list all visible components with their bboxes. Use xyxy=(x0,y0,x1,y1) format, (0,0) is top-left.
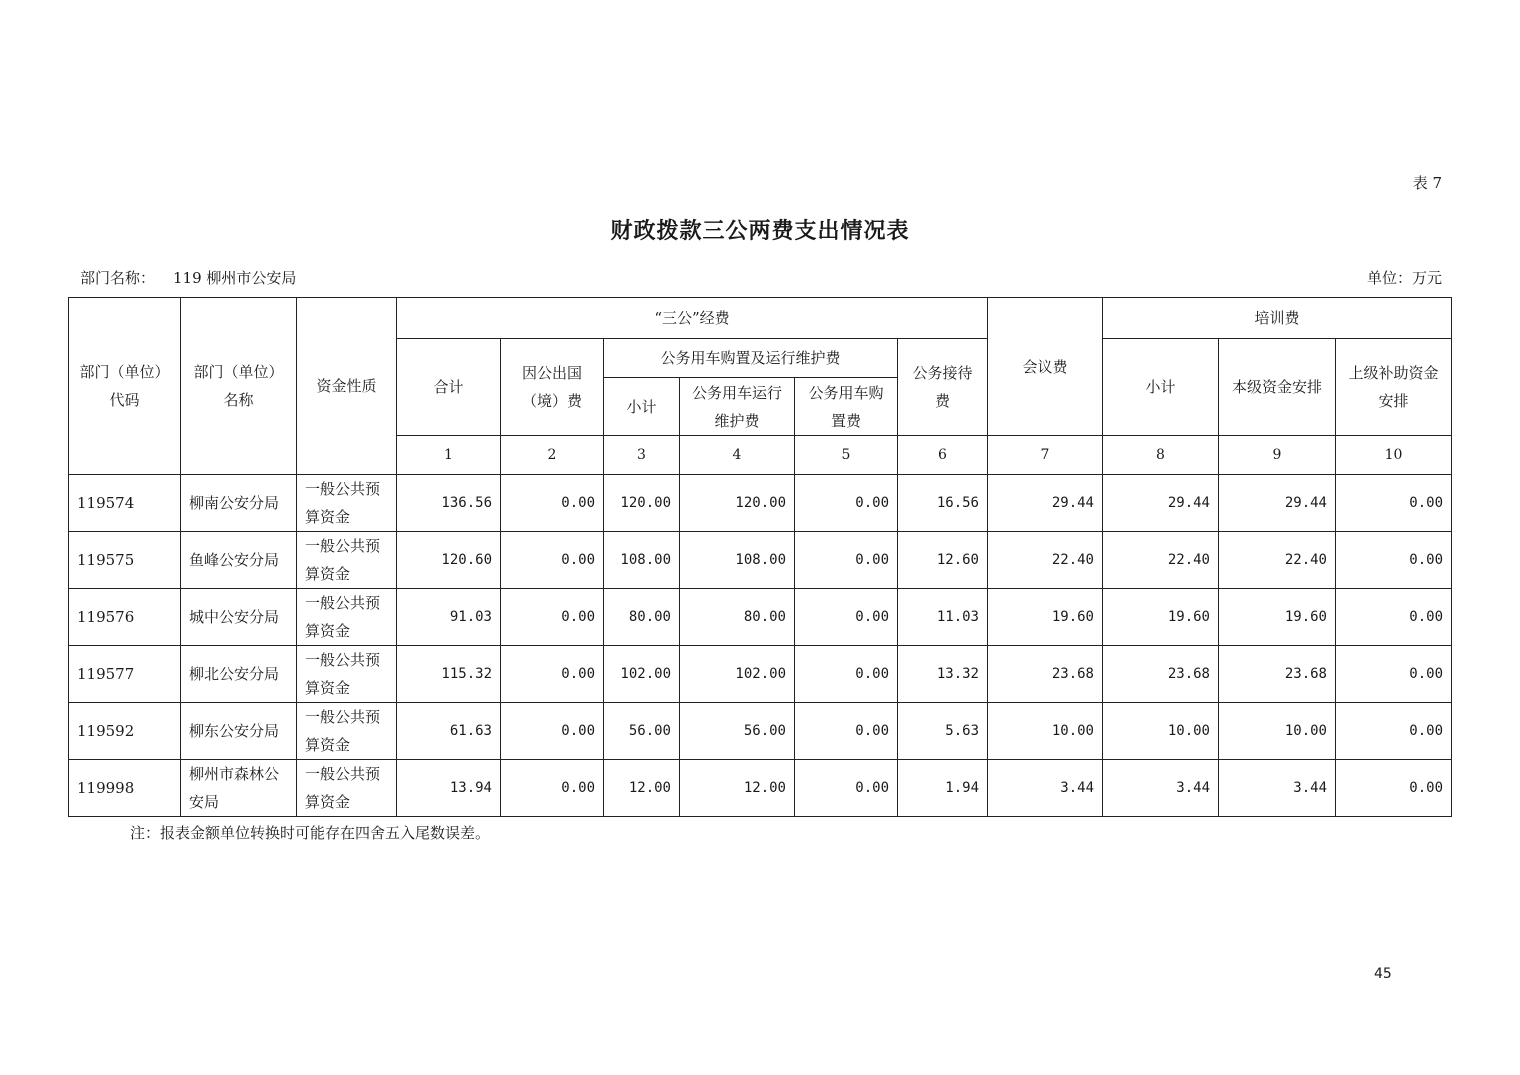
vehicle-operation-cell: 108.00 xyxy=(680,532,795,589)
header-dept-code: 部门（单位）代码 xyxy=(69,298,181,475)
column-number: 1 xyxy=(397,436,501,475)
meeting-fee-cell: 23.68 xyxy=(988,646,1103,703)
dept-code-cell: 119998 xyxy=(69,760,181,817)
department-label: 部门名称： xyxy=(80,269,156,287)
fund-type-cell: 一般公共预算资金 xyxy=(297,532,397,589)
reception-fee-cell: 13.32 xyxy=(898,646,988,703)
vehicle-purchase-cell: 0.00 xyxy=(795,703,898,760)
total-cell: 120.60 xyxy=(397,532,501,589)
training-superior-cell: 0.00 xyxy=(1336,703,1452,760)
total-cell: 136.56 xyxy=(397,475,501,532)
column-number: 2 xyxy=(501,436,604,475)
header-meeting-fee: 会议费 xyxy=(988,298,1103,436)
vehicle-subtotal-cell: 80.00 xyxy=(604,589,680,646)
header-vehicle-operation: 公务用车运行维护费 xyxy=(680,378,795,436)
vehicle-purchase-cell: 0.00 xyxy=(795,760,898,817)
column-number: 9 xyxy=(1219,436,1336,475)
training-superior-cell: 0.00 xyxy=(1336,760,1452,817)
header-reception-fee: 公务接待费 xyxy=(898,339,988,436)
training-local-cell: 22.40 xyxy=(1219,532,1336,589)
table-row xyxy=(69,532,1452,589)
fund-type-cell: 一般公共预算资金 xyxy=(297,646,397,703)
abroad-fee-cell: 0.00 xyxy=(501,475,604,532)
table-row xyxy=(69,589,1452,646)
vehicle-purchase-cell: 0.00 xyxy=(795,646,898,703)
header-fund-type: 资金性质 xyxy=(297,298,397,475)
meeting-fee-cell: 22.40 xyxy=(988,532,1103,589)
dept-name-cell: 鱼峰公安分局 xyxy=(181,532,297,589)
header-abroad-fee: 因公出国（境）费 xyxy=(501,339,604,436)
vehicle-operation-cell: 102.00 xyxy=(680,646,795,703)
vehicle-purchase-cell: 0.00 xyxy=(795,589,898,646)
training-superior-cell: 0.00 xyxy=(1336,475,1452,532)
table-number-label: 表 7 xyxy=(1412,174,1442,192)
training-local-cell: 19.60 xyxy=(1219,589,1336,646)
training-subtotal-cell: 23.68 xyxy=(1103,646,1219,703)
training-local-cell: 29.44 xyxy=(1219,475,1336,532)
table-row xyxy=(69,646,1452,703)
training-subtotal-cell: 22.40 xyxy=(1103,532,1219,589)
header-vehicle-group: 公务用车购置及运行维护费 xyxy=(604,339,898,378)
training-subtotal-cell: 19.60 xyxy=(1103,589,1219,646)
training-subtotal-cell: 29.44 xyxy=(1103,475,1219,532)
vehicle-operation-cell: 56.00 xyxy=(680,703,795,760)
column-number: 8 xyxy=(1103,436,1219,475)
meeting-fee-cell: 3.44 xyxy=(988,760,1103,817)
abroad-fee-cell: 0.00 xyxy=(501,760,604,817)
fund-type-cell: 一般公共预算资金 xyxy=(297,760,397,817)
training-subtotal-cell: 10.00 xyxy=(1103,703,1219,760)
vehicle-operation-cell: 80.00 xyxy=(680,589,795,646)
reception-fee-cell: 12.60 xyxy=(898,532,988,589)
reception-fee-cell: 5.63 xyxy=(898,703,988,760)
vehicle-purchase-cell: 0.00 xyxy=(795,475,898,532)
training-subtotal-cell: 3.44 xyxy=(1103,760,1219,817)
header-total: 合计 xyxy=(397,339,501,436)
department-info xyxy=(80,267,296,288)
dept-code-cell: 119575 xyxy=(69,532,181,589)
column-number: 6 xyxy=(898,436,988,475)
training-superior-cell: 0.00 xyxy=(1336,589,1452,646)
dept-code-cell: 119592 xyxy=(69,703,181,760)
vehicle-purchase-cell: 0.00 xyxy=(795,532,898,589)
dept-code-cell: 119574 xyxy=(69,475,181,532)
dept-name-cell: 柳北公安分局 xyxy=(181,646,297,703)
training-local-cell: 10.00 xyxy=(1219,703,1336,760)
abroad-fee-cell: 0.00 xyxy=(501,589,604,646)
fund-type-cell: 一般公共预算资金 xyxy=(297,589,397,646)
header-vehicle-purchase: 公务用车购置费 xyxy=(795,378,898,436)
table-row xyxy=(69,703,1452,760)
vehicle-subtotal-cell: 108.00 xyxy=(604,532,680,589)
header-vehicle-subtotal: 小计 xyxy=(604,378,680,436)
page-title: 财政拨款三公两费支出情况表 xyxy=(610,219,910,244)
reception-fee-cell: 1.94 xyxy=(898,760,988,817)
reception-fee-cell: 16.56 xyxy=(898,475,988,532)
fund-type-cell: 一般公共预算资金 xyxy=(297,475,397,532)
reception-fee-cell: 11.03 xyxy=(898,589,988,646)
abroad-fee-cell: 0.00 xyxy=(501,703,604,760)
header-training-superior: 上级补助资金安排 xyxy=(1336,339,1452,436)
vehicle-operation-cell: 120.00 xyxy=(680,475,795,532)
abroad-fee-cell: 0.00 xyxy=(501,646,604,703)
expenditure-table xyxy=(68,297,1452,817)
meeting-fee-cell: 19.60 xyxy=(988,589,1103,646)
abroad-fee-cell: 0.00 xyxy=(501,532,604,589)
header-sangong-funds: “三公”经费 xyxy=(397,298,988,339)
total-cell: 61.63 xyxy=(397,703,501,760)
dept-code-cell: 119576 xyxy=(69,589,181,646)
column-number: 3 xyxy=(604,436,680,475)
column-number: 4 xyxy=(680,436,795,475)
header-training-local: 本级资金安排 xyxy=(1219,339,1336,436)
vehicle-subtotal-cell: 120.00 xyxy=(604,475,680,532)
total-cell: 115.32 xyxy=(397,646,501,703)
header-training-subtotal: 小计 xyxy=(1103,339,1219,436)
training-local-cell: 3.44 xyxy=(1219,760,1336,817)
dept-code-cell: 119577 xyxy=(69,646,181,703)
vehicle-subtotal-cell: 12.00 xyxy=(604,760,680,817)
table-body xyxy=(69,475,1452,817)
column-number: 7 xyxy=(988,436,1103,475)
column-number: 10 xyxy=(1336,436,1452,475)
training-superior-cell: 0.00 xyxy=(1336,532,1452,589)
unit-label: 单位：万元 xyxy=(1366,269,1442,287)
dept-name-cell: 城中公安分局 xyxy=(181,589,297,646)
meeting-fee-cell: 10.00 xyxy=(988,703,1103,760)
department-value: 119 柳州市公安局 xyxy=(173,269,297,287)
total-cell: 91.03 xyxy=(397,589,501,646)
total-cell: 13.94 xyxy=(397,760,501,817)
table-row xyxy=(69,760,1452,817)
footnote: 注：报表金额单位转换时可能存在四舍五入尾数误差。 xyxy=(130,824,491,842)
vehicle-operation-cell: 12.00 xyxy=(680,760,795,817)
table-row xyxy=(69,475,1452,532)
header-training-fee: 培训费 xyxy=(1103,298,1452,339)
column-number: 5 xyxy=(795,436,898,475)
meeting-fee-cell: 29.44 xyxy=(988,475,1103,532)
vehicle-subtotal-cell: 102.00 xyxy=(604,646,680,703)
fund-type-cell: 一般公共预算资金 xyxy=(297,703,397,760)
vehicle-subtotal-cell: 56.00 xyxy=(604,703,680,760)
dept-name-cell: 柳南公安分局 xyxy=(181,475,297,532)
header-dept-name: 部门（单位）名称 xyxy=(181,298,297,475)
dept-name-cell: 柳州市森林公安局 xyxy=(181,760,297,817)
training-superior-cell: 0.00 xyxy=(1336,646,1452,703)
page-number: 45 xyxy=(1374,966,1392,982)
dept-name-cell: 柳东公安分局 xyxy=(181,703,297,760)
training-local-cell: 23.68 xyxy=(1219,646,1336,703)
